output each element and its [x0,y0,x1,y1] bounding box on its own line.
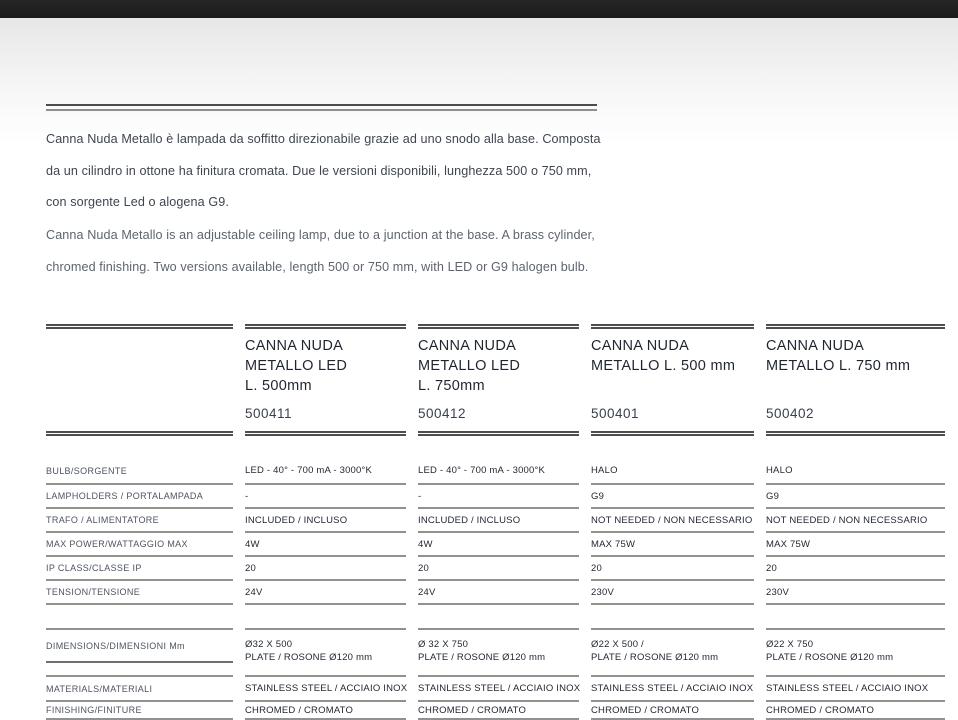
cell-value: CHROMED / CROMATO [418,704,527,716]
spec-table [46,324,945,720]
product-title: CANNA NUDA METALLO LED L. 500mm [245,338,348,394]
cell-value: - [418,490,422,502]
row-label: TENSION/TENSIONE [46,587,141,597]
header-empty-cell [46,324,233,431]
cell-value: Ø32 X 500 [245,639,293,650]
description-italian [46,124,601,219]
product-header-1 [245,324,406,431]
cell-value: NOT NEEDED / NON NECESSARIO [591,514,753,526]
cell-value: CHROMED / CROMATO [245,704,354,716]
product-code: 500402 [766,406,815,421]
product-title: CANNA NUDA METALLO L. 500 mm [591,338,736,374]
dimensions-label-underline [46,636,233,663]
cell-value: PLATE / ROSONE Ø120 mm [418,652,546,663]
row-label: MATERIALS/MATERIALI [46,683,153,694]
cell-value: G9 [766,490,780,502]
cell-value: INCLUDED / INCLUSO [245,514,348,526]
cell-value: INCLUDED / INCLUSO [418,514,521,526]
cell-value: LED - 40° - 700 mA - 3000°K [245,465,373,476]
window-top-bar [0,0,958,18]
row-label: IP CLASS/CLASSE IP [46,563,142,573]
cell-value: 20 [766,562,777,574]
cell-value: Ø22 X 750 [766,639,814,650]
cell-value: HALO [591,465,618,476]
cell-value: MAX 75W [591,538,636,550]
row-label: TRAFO / ALIMENTATORE [46,515,160,525]
cell-value: 4W [245,538,260,550]
cell-value: STAINLESS STEEL / ACCIAIO INOX [591,683,754,694]
cell-value: PLATE / ROSONE Ø120 mm [766,652,894,663]
text-line: da un cilindro in ottone ha finitura cromata. Due le versioni disponibili, lunghezza 500 o 750 mm, [46,163,592,178]
product-code: 500412 [418,406,467,421]
cell-value: 4W [418,538,433,550]
description-english [46,220,595,283]
product-title: CANNA NUDA METALLO LED L. 750mm [418,338,521,394]
cell-value: Ø 32 X 750 [418,639,469,650]
product-header-2 [418,324,579,431]
cell-value: Ø22 X 500 / [591,639,644,650]
cell-value: PLATE / ROSONE Ø120 mm [245,652,373,663]
cell-value: HALO [766,465,793,476]
cell-value: PLATE / ROSONE Ø120 mm [591,652,719,663]
text-line: con sorgente Led o alogena G9. [46,195,229,209]
cell-value: LED - 40° - 700 mA - 3000°K [418,465,546,476]
cell-value: G9 [591,490,605,502]
cell-value: STAINLESS STEEL / ACCIAIO INOX [418,683,581,694]
product-code: 500401 [591,406,640,421]
product-title: CANNA NUDA METALLO L. 750 mm [766,338,911,374]
row-label: BULB/SORGENTE [46,466,128,476]
intro-divider-rule [46,104,597,111]
cell-value: 20 [591,562,602,574]
row-label: MAX POWER/WATTAGGIO MAX [46,539,188,549]
cell-value: MAX 75W [766,538,811,550]
cell-value: 230V [591,586,614,598]
cell-value: CHROMED / CROMATO [766,704,875,716]
cell-value: 20 [418,562,429,574]
cell-value: 24V [418,586,436,598]
cell-value: 230V [766,586,789,598]
product-header-3 [591,324,754,431]
row-label: LAMPHOLDERS / PORTALAMPADA [46,491,204,501]
text-line: Canna Nuda Metallo is an adjustable ceiling lamp, due to a junction at the base. A brass cylinder, [46,228,595,242]
product-header-4 [766,324,945,431]
product-code: 500411 [245,406,293,421]
cell-value: - [245,490,249,502]
cell-value: CHROMED / CROMATO [591,704,700,716]
row-label: FINISHING/FINITURE [46,705,142,715]
text-line: chromed finishing. Two versions available, length 500 or 750 mm, with LED or G9 halogen bulb. [46,259,589,274]
cell-value: STAINLESS STEEL / ACCIAIO INOX [245,683,408,694]
cell-value: NOT NEEDED / NON NECESSARIO [766,514,928,526]
text-line: Canna Nuda Metallo è lampada da soffitto direzionabile grazie ad uno snodo alla base. Composta [46,132,601,146]
cell-value: 20 [245,562,256,574]
cell-value: 24V [245,586,263,598]
row-label: DIMENSIONS/DIMENSIONI Mm [46,641,185,651]
cell-value: STAINLESS STEEL / ACCIAIO INOX [766,683,929,694]
